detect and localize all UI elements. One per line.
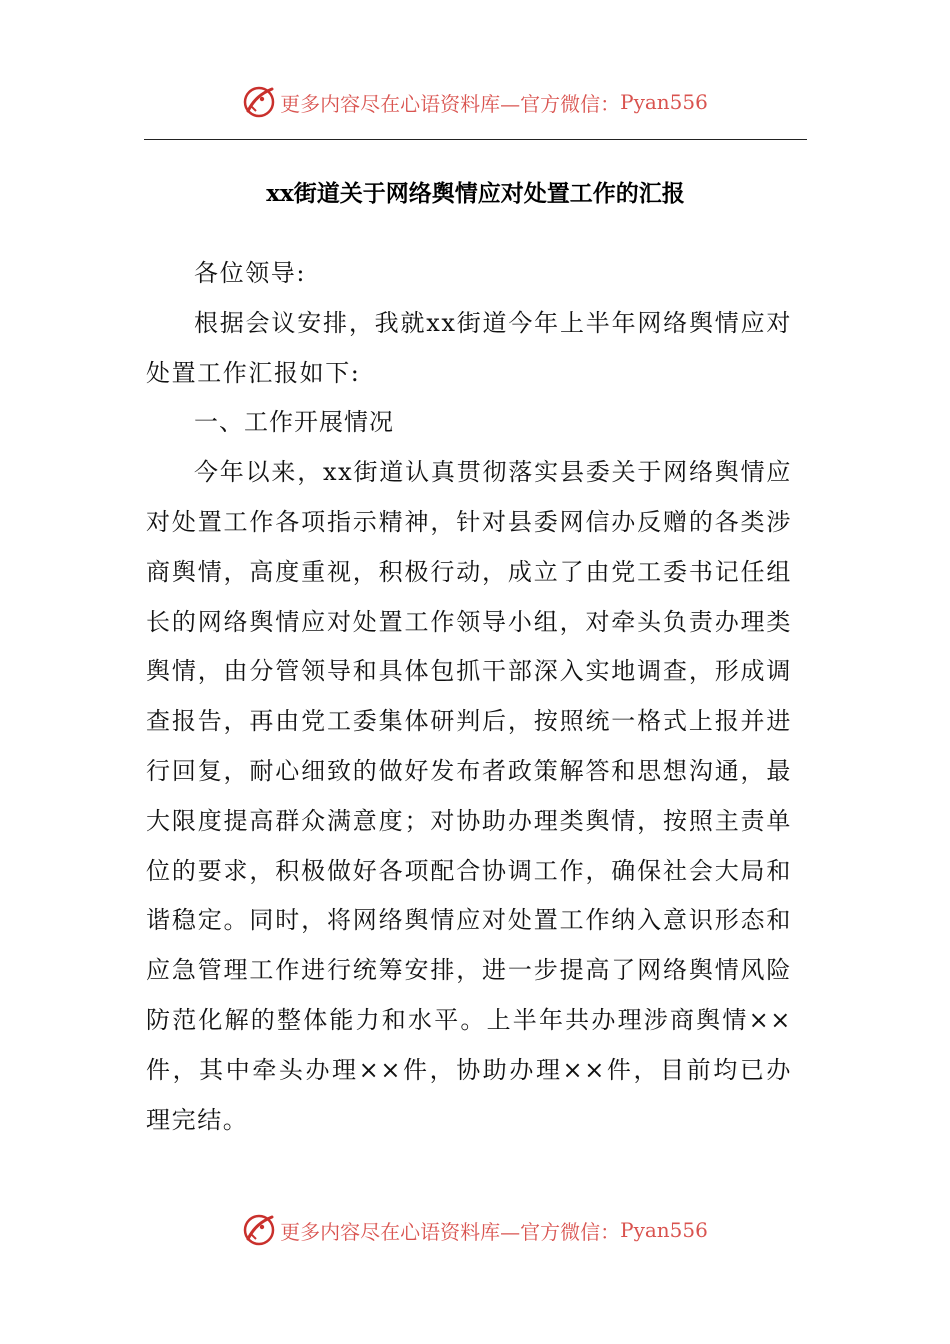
section-paragraph: 今年以来，xx街道认真贯彻落实县委关于网络舆情应对处置工作各项指示精神，针对县委网信办反赠的各类涉商舆情，高度重视，积极行动，成立了由党工委书记任组长的网络舆情应对处置工作领导小组，对牵头负责办理类舆情，由分管领导和具体包抓干部深入实地调查，形成调查报告，再由党工委集体研判后，按照统一格式上报并进行回复，耐心细致的做好发布者政策解答和思想沟通，最大限度提高群众满意度；对协助办理类舆情，按照主责单位的要求，积极做好各项配合协调工作，确保社会大局和谐稳定。同时，将网络舆情应对处置工作纳入意识形态和应急管理工作进行统筹安排，进一步提高了网络舆情风险防范化解的整体能力和水平。上半年共办理涉商舆情××件，其中牵头办理××件，协助办理××件，目前均已办理完结。 (146, 458, 792, 1134)
pen-circle-logo-icon (242, 1213, 276, 1247)
header-banner (0, 82, 950, 122)
document-body (146, 249, 792, 1145)
wechat-id: Pyan556 (620, 90, 708, 114)
salutation: 各位领导: (194, 259, 307, 287)
pen-circle-logo-icon (242, 85, 276, 119)
wechat-id: Pyan556 (620, 1218, 708, 1242)
document-title: xx街道关于网络舆情应对处置工作的汇报 (266, 180, 685, 207)
section-heading: 一、工作开展情况 (194, 408, 394, 437)
promo-text: 更多内容尽在心语资料库—官方微信： (280, 1219, 621, 1244)
header-divider (144, 139, 807, 140)
intro-paragraph: 根据会议安排，我就xx街道今年上半年网络舆情应对处置工作汇报如下: (146, 308, 792, 387)
footer-banner (0, 1210, 950, 1250)
promo-text: 更多内容尽在心语资料库—官方微信： (280, 91, 621, 116)
